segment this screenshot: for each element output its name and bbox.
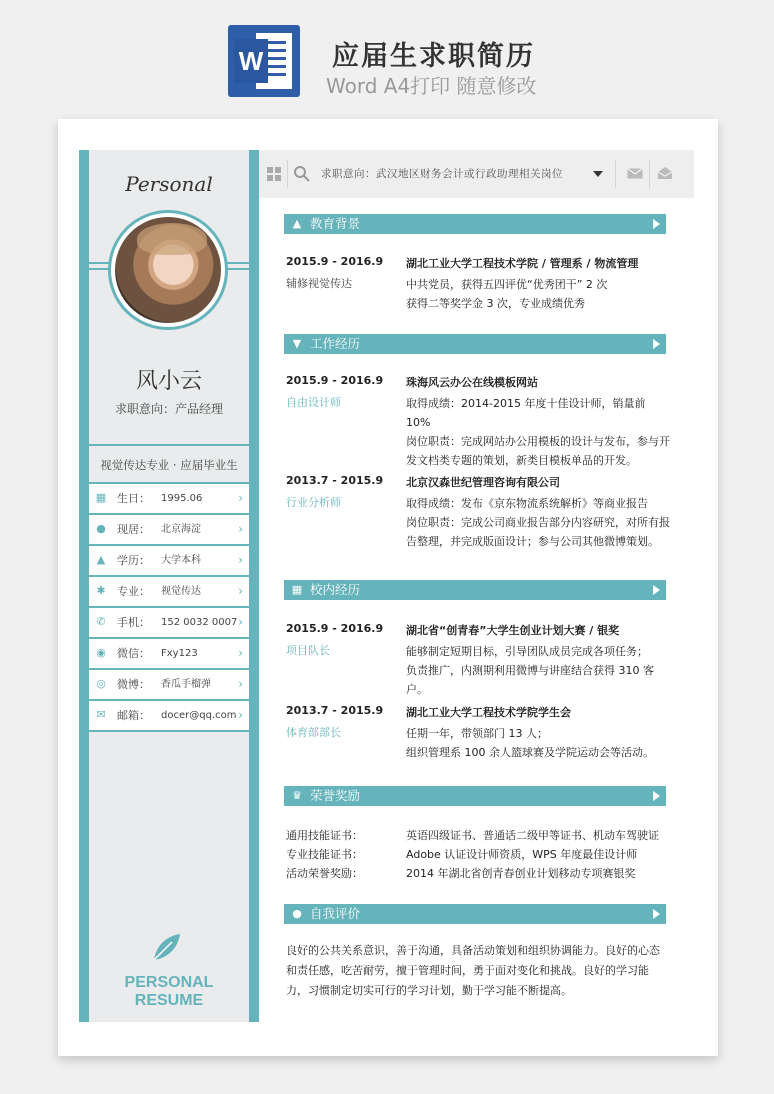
info-row-email[interactable] [89, 701, 249, 732]
info-label: 现居： [117, 523, 150, 536]
chevron-right-icon: › [238, 646, 243, 660]
page-title: 应届生求职简历 [332, 41, 535, 72]
section-title: 工作经历 [310, 336, 361, 351]
major-band: 视觉传达专业 · 应届毕业生 [89, 444, 249, 484]
info-value: 1995.06 [161, 493, 203, 504]
entry-date: 2015.9 - 2016.9 [286, 374, 384, 387]
chevron-right-icon: › [238, 677, 243, 691]
person-icon: ● [292, 907, 302, 920]
entry-line: 取得成绩：2014-2015 年度十佳设计师，销量前 10% [406, 397, 646, 429]
section-header-education [284, 214, 666, 234]
info-label: 微博： [117, 678, 150, 691]
chevron-right-icon: › [238, 615, 243, 629]
info-list [89, 484, 249, 732]
entry-line: 岗位职责：完成网站办公用模板的设计与发布，参与开 [406, 435, 670, 448]
info-row-birthday[interactable] [89, 484, 249, 515]
entry-role: 辅修视觉传达 [286, 277, 352, 290]
personal-script-title: Personal [125, 172, 213, 196]
award-label: 活动荣誉奖励： [286, 867, 363, 880]
entry-org: 湖北工业大学工程技术学院学生会 [406, 706, 571, 719]
info-label: 微信： [117, 647, 150, 660]
entry-org: 湖北省“创青春”大学生创业计划大赛 / 银奖 [406, 624, 620, 637]
search-bar [259, 150, 694, 198]
entry-role: 体育部部长 [286, 726, 341, 739]
info-label: 手机： [117, 616, 150, 629]
info-row-wechat[interactable] [89, 639, 249, 670]
entry-date: 2015.9 - 2016.9 [286, 255, 384, 268]
search-input[interactable]: 求职意向：武汉地区财务会计或行政助理相关岗位 [321, 168, 563, 180]
arrow-right-icon [653, 339, 660, 349]
mail-icon: ✉ [96, 708, 106, 721]
entry-line: 告整理，并完成版面设计；参与公司其他微博策划。 [406, 535, 659, 548]
entry-date: 2015.9 - 2016.9 [286, 622, 384, 635]
sidebar-left-stripe [79, 150, 89, 1022]
section-title: 自我评价 [310, 906, 361, 921]
info-row-weibo[interactable] [89, 670, 249, 701]
separator [287, 160, 288, 188]
info-value: Fxy123 [161, 648, 198, 659]
info-row-phone[interactable] [89, 608, 249, 639]
top-header [0, 0, 774, 115]
chevron-right-icon: › [238, 522, 243, 536]
entry-line: 负责推广，内测期利用微博与讲座结合获得 310 客户。 [406, 664, 654, 696]
entry-details [406, 642, 670, 699]
section-title: 荣誉奖励 [310, 788, 361, 803]
entry-role: 项目队长 [286, 644, 330, 657]
entry-line: 组织管理系 100 余人篮球赛及学院运动会等活动。 [406, 746, 654, 759]
windows-icon: ▦ [291, 583, 303, 596]
entry-org: 珠海风云办公在线模板网站 [406, 376, 538, 389]
entry-details [406, 724, 670, 762]
entry-line: 发文档类专题的策划，新类目模板单品的开发。 [406, 454, 637, 467]
entry-date: 2013.7 - 2015.9 [286, 704, 384, 717]
info-label: 生日： [117, 492, 150, 505]
sidebar-right-stripe [249, 150, 259, 1022]
info-row-education[interactable] [89, 546, 249, 577]
info-label: 专业： [117, 585, 150, 598]
arrow-right-icon [653, 219, 660, 229]
avatar [108, 210, 228, 330]
trophy-icon: ♛ [292, 789, 302, 802]
chevron-down-icon[interactable] [593, 171, 603, 177]
personal-resume-footer: PERSONAL RESUME [124, 974, 214, 1009]
entry-org: 北京汉森世纪管理咨询有限公司 [406, 476, 560, 489]
separator [615, 160, 616, 188]
mail-icon[interactable] [627, 168, 643, 179]
entry-line: 任期一年，带领部门 13 人； [406, 727, 548, 740]
location-icon: ● [96, 522, 106, 535]
info-row-residence[interactable] [89, 515, 249, 546]
entry-line: 能够制定短期目标，引导团队成员完成各项任务； [406, 645, 648, 658]
info-value: 大学本科 [161, 555, 201, 566]
entry-line: 岗位职责：完成公司商业报告部分内容研究，对所有报 [406, 516, 670, 529]
weibo-icon: ◎ [96, 677, 106, 690]
chevron-right-icon: › [238, 584, 243, 598]
candidate-intention: 求职意向：产品经理 [114, 402, 223, 416]
arrow-right-icon [653, 791, 660, 801]
search-icon[interactable] [293, 165, 311, 183]
entry-line: 获得二等奖学金 3 次，专业成绩优秀 [406, 297, 585, 310]
section-header-campus [284, 580, 666, 600]
graduation-cap-icon: ▲ [292, 217, 302, 230]
candidate-name: 风小云 [135, 369, 202, 394]
info-value: docer@qq.com [161, 710, 237, 721]
calendar-icon: ▦ [95, 491, 107, 504]
entry-role: 行业分析师 [286, 496, 341, 509]
chevron-right-icon: › [238, 553, 243, 567]
award-value: Adobe 认证设计师资质，WPS 年度最佳设计师 [406, 848, 638, 861]
word-logo-icon [228, 25, 300, 97]
word-letter: W [234, 39, 268, 83]
phone-icon: ✆ [96, 615, 106, 628]
page-subtitle: Word A4打印 随意修改 [326, 74, 537, 98]
section-title: 校内经历 [310, 582, 361, 597]
award-label: 专业技能证书： [286, 848, 363, 861]
info-label: 学历： [117, 554, 150, 567]
chevron-right-icon: › [238, 708, 243, 722]
award-label: 通用技能证书： [286, 829, 363, 842]
leaf-icon [150, 930, 184, 964]
entry-role: 自由设计师 [286, 396, 341, 409]
entry-details [406, 275, 670, 313]
wechat-icon: ◉ [96, 646, 106, 659]
award-value: 2014 年湖北省创青春创业计划移动专项赛银奖 [406, 867, 636, 880]
award-value: 英语四级证书、普通话二级甲等证书、机动车驾驶证 [406, 829, 659, 842]
section-title: 教育背景 [310, 216, 361, 231]
section-header-self-evaluation [284, 904, 666, 924]
arrow-right-icon [653, 909, 660, 919]
open-mail-icon[interactable] [657, 166, 673, 180]
entry-details [406, 394, 670, 470]
avatar-photo [115, 217, 221, 323]
entry-details [406, 494, 670, 551]
info-value: 北京海淀 [161, 524, 201, 535]
section-header-work [284, 334, 666, 354]
entry-date: 2013.7 - 2015.9 [286, 474, 384, 487]
entry-line: 中共党员，获得五四评优“优秀团干” 2 次 [406, 278, 608, 291]
separator [649, 160, 650, 188]
info-label: 邮箱： [117, 709, 150, 722]
tie-icon: ▼ [292, 337, 302, 350]
chevron-right-icon: › [238, 491, 243, 505]
graduation-cap-icon: ▲ [96, 553, 106, 566]
info-value: 视觉传达 [161, 586, 201, 597]
section-header-awards [284, 786, 666, 806]
entry-line: 取得成绩：发布《京东物流系统解析》等商业报告 [406, 497, 648, 510]
info-row-major[interactable] [89, 577, 249, 608]
info-value: 152 0032 0007 [161, 617, 238, 628]
entry-org: 湖北工业大学工程技术学院 / 管理系 / 物流管理 [406, 257, 639, 270]
arrow-right-icon [653, 585, 660, 595]
windows-icon [267, 167, 281, 181]
info-value: 香瓜手榴弹 [161, 679, 211, 690]
self-evaluation-text: 良好的公共关系意识，善于沟通，具备活动策划和组织协调能力。良好的心态和责任感，吃苦耐劳，擅于管理时间，勇于面对变化和挑战。良好的学习能力，习惯制定切实可行的学习计划，勤于学习能不断提高。 [286, 944, 660, 997]
gear-icon: ✱ [96, 584, 106, 597]
